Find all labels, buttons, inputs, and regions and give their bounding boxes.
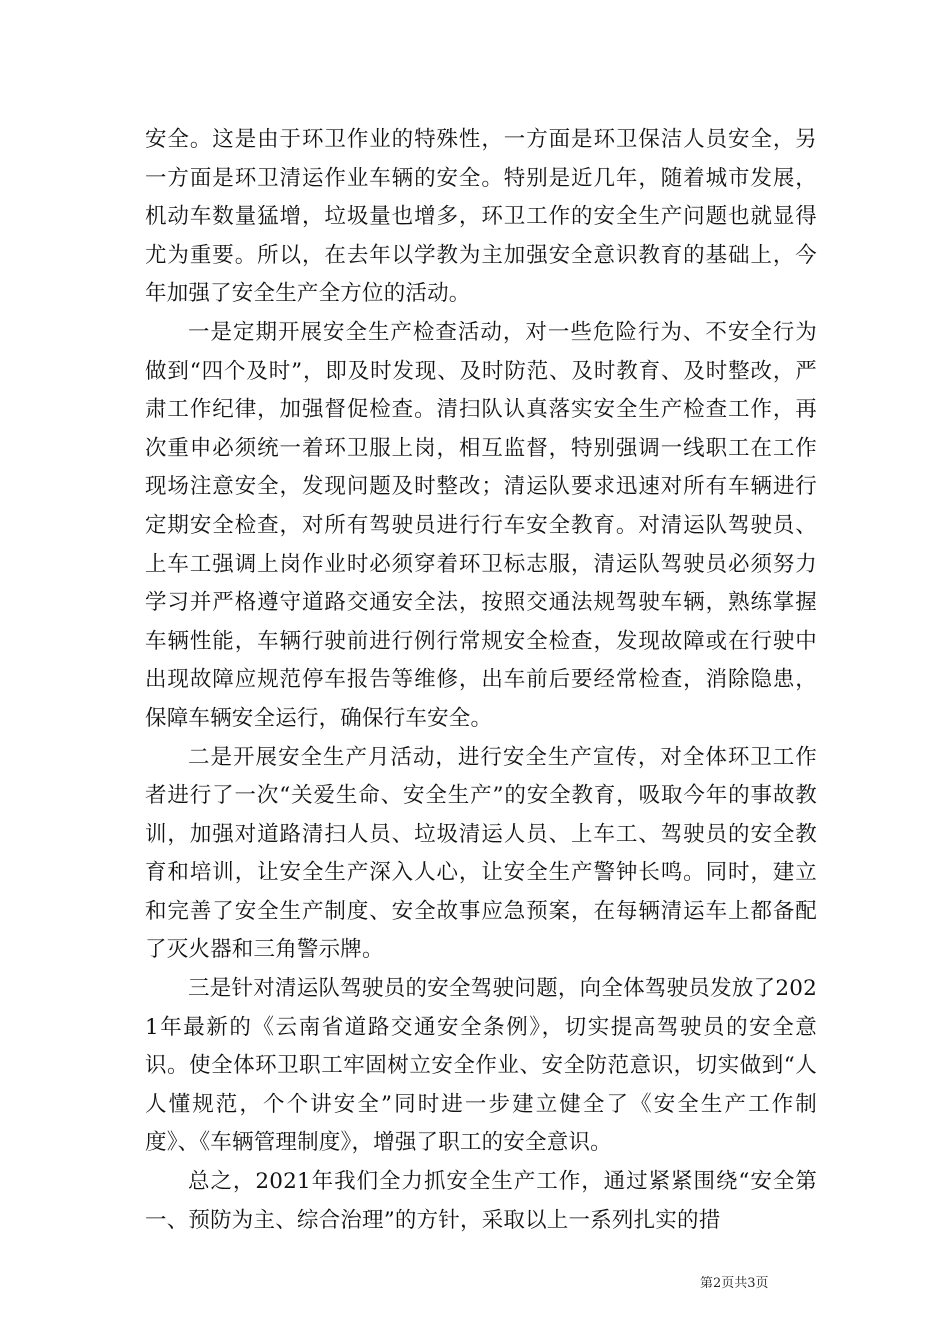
page-number-footer (700, 1276, 769, 1292)
page-number-label: 第2页共3页 (700, 1276, 769, 1291)
paragraph-summary: 总之，2021年我们全力抓安全生产工作，通过紧紧围绕“安全第一、预防为主、综合治理”的方针，采取以上一系列扎实的措 (145, 1169, 817, 1233)
paragraph-safety-inspection: 一是定期开展安全生产检查活动，对一些危险行为、不安全行为做到“四个及时”，即及时发现、及时防范、及时教育、及时整改，严肃工作纪律，加强督促检查。清扫队认真落实安全生产检查工作，再次重申必须统一着环卫服上岗，相互监督，特别强调一线职工在工作现场注意安全，发现问题及时整改；清运队要求迅速对所有车辆进行定期安全检查，对所有驾驶员进行行车安全教育。对清运队驾驶员、上车工强调上岗作业时必须穿着环卫标志服，清运队驾驶员必须努力学习并严格遵守道路交通安全法，按照交通法规驾驶车辆，熟练掌握车辆性能，车辆行驶前进行例行常规安全检查，发现故障或在行驶中出现故障应规范停车报告等维修，出车前后要经常检查，消除隐患，保障车辆安全运行，确保行车安全。 (145, 319, 817, 731)
document-body (145, 121, 817, 1240)
paragraph-driver-regulations: 三是针对清运队驾驶员的安全驾驶问题，向全体驾驶员发放了2021年最新的《云南省道路交通安全条例》，切实提高驾驶员的安全意识。使全体环卫职工牢固树立安全作业、安全防范意识，切实做到“人人懂规范，个个讲安全”同时进一步建立健全了《安全生产工作制度》、《车辆管理制度》，增强了职工的安全意识。 (145, 976, 817, 1156)
paragraph-continuation: 安全。这是由于环卫作业的特殊性，一方面是环卫保洁人员安全，另一方面是环卫清运作业车辆的安全。特别是近几年，随着城市发展，机动车数量猛增，垃圾量也增多，环卫工作的安全生产问题也就显得尤为重要。所以，在去年以学教为主加强安全意识教育的基础上，今年加强了安全生产全方位的活动。 (145, 127, 817, 307)
paragraph-safety-month: 二是开展安全生产月活动，进行安全生产宣传，对全体环卫工作者进行了一次“关爱生命、安全生产”的安全教育，吸取今年的事故教训，加强对道路清扫人员、垃圾清运人员、上车工、驾驶员的安全教育和培训，让安全生产深入人心，让安全生产警钟长鸣。同时，建立和完善了安全生产制度、安全故事应急预案，在每辆清运车上都备配了灭火器和三角警示牌。 (145, 744, 817, 963)
